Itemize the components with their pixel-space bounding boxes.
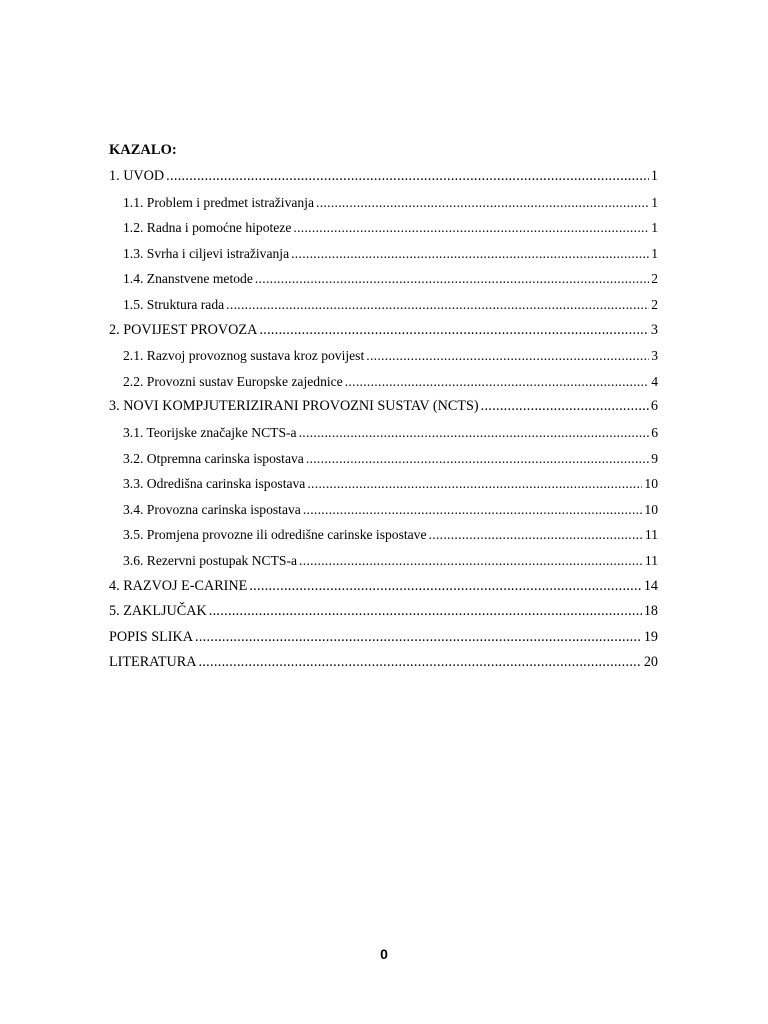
toc-entry[interactable] (109, 650, 658, 676)
toc-entry[interactable] (109, 343, 658, 369)
toc-dot-leader (345, 369, 649, 395)
page-number: 0 (380, 946, 388, 962)
toc-entry[interactable] (109, 190, 658, 216)
toc-entry-page-number: 3 (650, 321, 658, 338)
toc-entry[interactable] (109, 369, 658, 395)
toc-dot-leader (307, 471, 642, 497)
toc-dot-leader (429, 522, 643, 548)
toc-entry-label: 3.2. Otpremna carinska ispostava (123, 450, 304, 466)
toc-entry[interactable] (109, 599, 658, 625)
toc-entry[interactable] (109, 420, 658, 446)
toc-entries (109, 164, 658, 676)
toc-entry-label: 2. POVIJEST PROVOZA (109, 321, 258, 338)
toc-entry[interactable] (109, 164, 658, 190)
toc-entry[interactable] (109, 292, 658, 318)
toc-entry-label: 2.2. Provozni sustav Europske zajednice (123, 373, 343, 389)
toc-dot-leader (226, 292, 649, 318)
toc-entry-page-number: 1 (650, 168, 658, 184)
toc-entry-label: 1.1. Problem i predmet istraživanja (123, 194, 315, 210)
toc-entry-label: POPIS SLIKA (109, 628, 193, 645)
toc-entry-page-number: 18 (643, 603, 658, 620)
toc-entry-page-number: 11 (644, 552, 658, 568)
toc-dot-leader (195, 625, 642, 651)
toc-entry-label: 3.6. Rezervni postupak NCTS-a (123, 552, 298, 568)
toc-entry-page-number: 14 (643, 577, 658, 594)
toc-dot-leader (303, 497, 643, 523)
toc-entry[interactable] (109, 625, 658, 651)
table-of-contents (109, 139, 658, 676)
toc-entry[interactable] (109, 471, 658, 497)
toc-entry[interactable] (109, 266, 658, 292)
toc-entry-page-number: 11 (644, 527, 658, 543)
toc-entry-page-number: 6 (650, 398, 658, 415)
toc-entry-label: 1.4. Znanstvene metode (123, 271, 253, 287)
toc-entry-page-number: 6 (651, 424, 658, 440)
toc-dot-leader (299, 420, 650, 446)
toc-entry-label: 4. RAZVOJ E-CARINE (109, 577, 248, 594)
toc-entry-label: 5. ZAKLJUČAK (109, 603, 207, 620)
toc-entry-label: 3.5. Promjena provozne ili odredišne carinske ispostave (123, 527, 427, 543)
toc-dot-leader (198, 650, 641, 676)
toc-entry-page-number: 1 (651, 194, 658, 210)
toc-entry-label: 1.3. Svrha i ciljevi istraživanja (123, 245, 290, 261)
toc-dot-leader (299, 548, 643, 574)
toc-entry[interactable] (109, 574, 658, 600)
toc-dot-leader (259, 318, 649, 344)
toc-entry[interactable] (109, 497, 658, 523)
toc-entry-page-number: 19 (643, 628, 658, 645)
toc-entry[interactable] (109, 394, 658, 420)
toc-entry-page-number: 3 (651, 348, 658, 364)
toc-entry[interactable] (109, 446, 658, 472)
toc-dot-leader (255, 266, 649, 292)
toc-title: KAZALO: (109, 142, 177, 158)
toc-entry-page-number: 2 (651, 296, 658, 312)
toc-entry-label: 1. UVOD (109, 168, 165, 184)
toc-entry-page-number: 10 (644, 476, 658, 492)
toc-entry-label: 2.1. Razvoj provoznog sustava kroz povijest (123, 348, 365, 364)
toc-dot-leader (481, 394, 649, 420)
toc-entry-label: LITERATURA (109, 654, 197, 671)
toc-entry[interactable] (109, 215, 658, 241)
toc-entry-page-number: 2 (651, 271, 658, 287)
toc-entry[interactable] (109, 318, 658, 344)
toc-entry-label: 1.5. Struktura rada (123, 296, 225, 312)
toc-entry-page-number: 9 (651, 450, 658, 466)
toc-dot-leader (291, 241, 649, 267)
toc-entry-label: 3.3. Odredišna carinska ispostava (123, 476, 306, 492)
toc-entry-page-number: 10 (644, 501, 658, 517)
toc-dot-leader (306, 446, 649, 472)
toc-entry[interactable] (109, 241, 658, 267)
toc-entry-label: 3. NOVI KOMPJUTERIZIRANI PROVOZNI SUSTAV (NCTS) (109, 398, 479, 415)
toc-dot-leader (316, 190, 649, 216)
toc-dot-leader (166, 164, 649, 190)
toc-entry-page-number: 20 (643, 654, 658, 671)
toc-dot-leader (209, 599, 642, 625)
toc-dot-leader (293, 215, 649, 241)
toc-entry-label: 3.1. Teorijske značajke NCTS-a (123, 424, 297, 440)
toc-entry-page-number: 4 (651, 373, 658, 389)
toc-entry[interactable] (109, 522, 658, 548)
toc-dot-leader (249, 574, 641, 600)
toc-entry-label: 3.4. Provozna carinska ispostava (123, 501, 301, 517)
toc-entry-page-number: 1 (651, 220, 658, 236)
toc-entry-page-number: 1 (651, 245, 658, 261)
toc-entry-label: 1.2. Radna i pomoćne hipoteze (123, 220, 292, 236)
toc-entry[interactable] (109, 548, 658, 574)
toc-dot-leader (366, 343, 649, 369)
